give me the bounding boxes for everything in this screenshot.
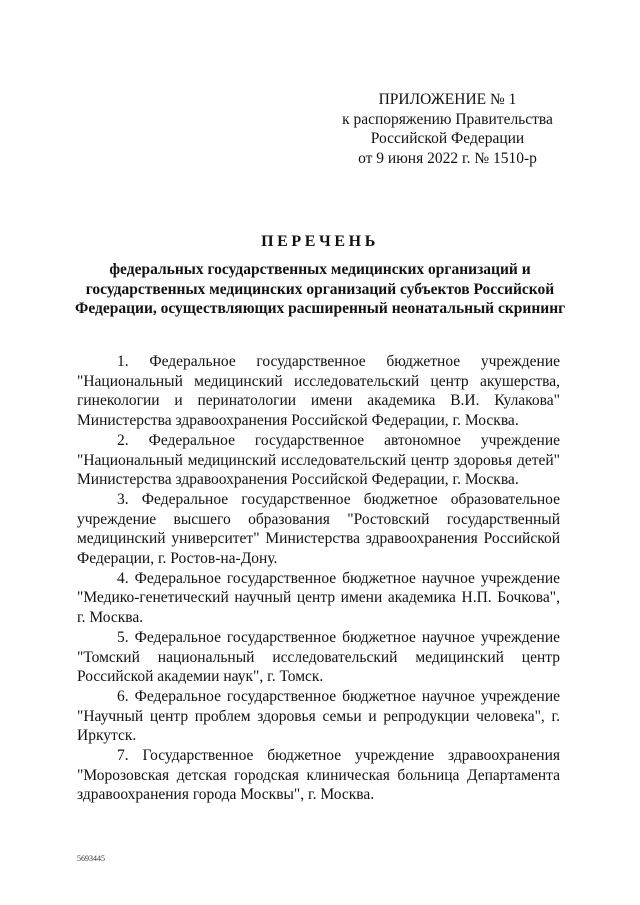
document-title: ПЕРЕЧЕНЬ (261, 233, 379, 250)
list-item: 4. Федеральное государственное бюджетное научное учреждение "Медико-генетический научный центр имени академика Н.П. Бочкова", г. Москва. (77, 569, 560, 627)
document-subtitle (75, 260, 565, 319)
subtitle-line: государственных медицинских организаций субъектов Российской (85, 280, 555, 298)
subtitle-line: Федерации, осуществляющих расширенный неонатальный скрининг (75, 300, 566, 317)
annex-authority: Российской Федерации (370, 130, 525, 147)
annex-number: ПРИЛОЖЕНИЕ № 1 (378, 91, 517, 108)
list-item: 6. Федеральное государственное бюджетное научное учреждение "Научный центр проблем здоровья семьи и репродукции человека", г. Иркутск. (77, 687, 560, 745)
list-item: 3. Федеральное государственное бюджетное образовательное учреждение высшего образования "Ростовский государственный медицинский университет" Министерства здравоохранения Российской Федерации, г. Ростов-на-Дону. (77, 490, 560, 568)
annex-header (330, 90, 565, 168)
subtitle-line: федеральных государственных медицинских организаций и (109, 261, 531, 278)
organization-list (77, 352, 560, 805)
document-id: 5693445 (77, 854, 105, 863)
list-item: 1. Федеральное государственное бюджетное учреждение "Национальный медицинский исследовательский центр акушерства, гинекологии и перинатологии имени академика В.И. Кулакова" Министерства здравоохранения Российской Федерации, г. Москва. (77, 353, 560, 430)
annex-reference: к распоряжению Правительства (342, 110, 553, 128)
list-item: 2. Федеральное государственное автономное учреждение "Национальный медицинский исследовательский центр здоровья детей" Министерства здравоохранения Российской Федерации, г. Москва. (77, 431, 560, 489)
list-item: 7. Государственное бюджетное учреждение здравоохранения "Морозовская детская городская клиническая больница Департамента здравоохранения города Москвы", г. Москва. (77, 747, 560, 804)
annex-date: от 9 июня 2022 г. № 1510-р (358, 149, 537, 167)
list-item: 5. Федеральное государственное бюджетное научное учреждение "Томский национальный исследовательский медицинский центр Российской академии наук", г. Томск. (77, 628, 560, 686)
